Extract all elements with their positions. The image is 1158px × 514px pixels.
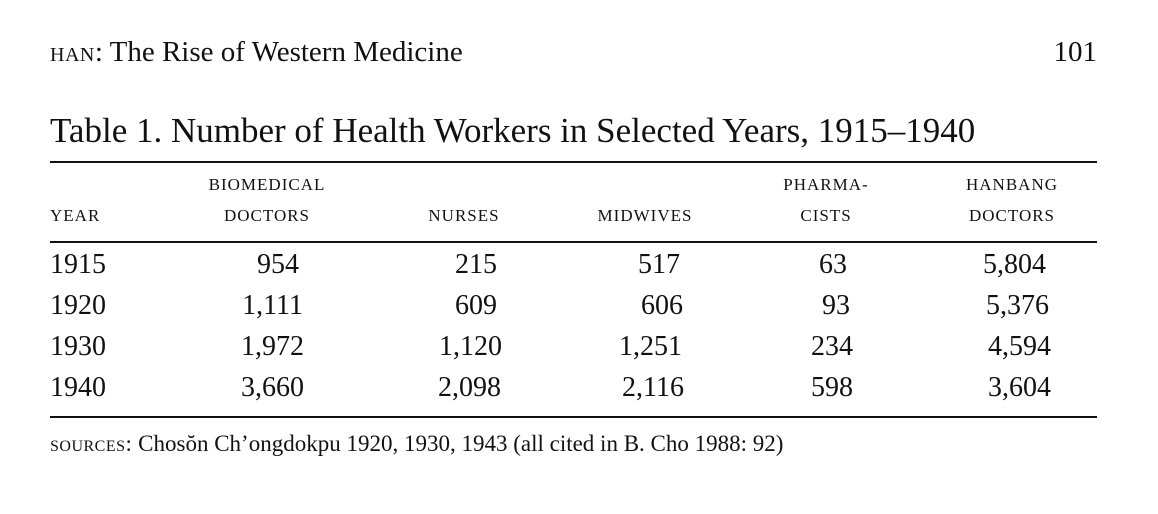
sources-text: Chosŏn Ch’ongdokpu 1920, 1930, 1943 (all cited in B. Cho 1988: 92) [132, 431, 784, 456]
sources-note [50, 428, 783, 460]
cell-nurses: 215 [455, 249, 497, 280]
running-head-title: : The Rise of Western Medicine [94, 36, 463, 68]
header-hanbang-line2: DOCTORS [968, 206, 1056, 225]
page-number: 101 [1053, 36, 1097, 68]
sources-label: sources: [50, 431, 133, 456]
cell-pharmacists: 598 [811, 372, 853, 403]
header-pharma-line1: PHARMA- [783, 175, 869, 194]
cell-pharmacists: 63 [819, 249, 847, 280]
header-biomedical-line1: BIOMEDICAL [208, 175, 326, 194]
table-title: Table 1. Number of Health Workers in Selected Years, 1915–1940 [50, 111, 976, 150]
header-nurses: NURSES [428, 206, 500, 225]
header-biomedical-line2: DOCTORS [223, 206, 311, 225]
cell-year: 1940 [50, 372, 106, 403]
cell-nurses: 609 [455, 290, 497, 321]
cell-pharmacists: 93 [822, 290, 850, 321]
cell-hanbang: 5,804 [983, 249, 1046, 280]
cell-hanbang: 4,594 [988, 331, 1051, 362]
cell-midwives: 2,116 [622, 372, 684, 403]
running-head-author: han [50, 36, 95, 68]
cell-year: 1920 [50, 290, 106, 321]
cell-year: 1930 [50, 331, 106, 362]
header-pharma-line2: CISTS [800, 206, 852, 225]
cell-nurses: 2,098 [438, 372, 501, 403]
cell-nurses: 1,120 [439, 331, 502, 362]
table-top-rule [50, 161, 1097, 163]
cell-midwives: 606 [641, 290, 683, 321]
header-midwives: MIDWIVES [597, 206, 693, 225]
table-bottom-rule [50, 416, 1097, 418]
cell-biomedical: 1,111 [242, 290, 303, 321]
cell-pharmacists: 234 [811, 331, 853, 362]
cell-midwives: 517 [638, 249, 680, 280]
header-year: YEAR [50, 206, 101, 225]
cell-biomedical: 1,972 [241, 331, 304, 362]
cell-midwives: 1,251 [619, 331, 682, 362]
header-hanbang-line1: HANBANG [966, 175, 1058, 194]
running-head [50, 32, 1097, 72]
cell-hanbang: 3,604 [988, 372, 1051, 403]
cell-biomedical: 954 [257, 249, 299, 280]
cell-hanbang: 5,376 [986, 290, 1049, 321]
cell-year: 1915 [50, 249, 106, 280]
cell-biomedical: 3,660 [241, 372, 304, 403]
table-header-rule [50, 241, 1097, 243]
